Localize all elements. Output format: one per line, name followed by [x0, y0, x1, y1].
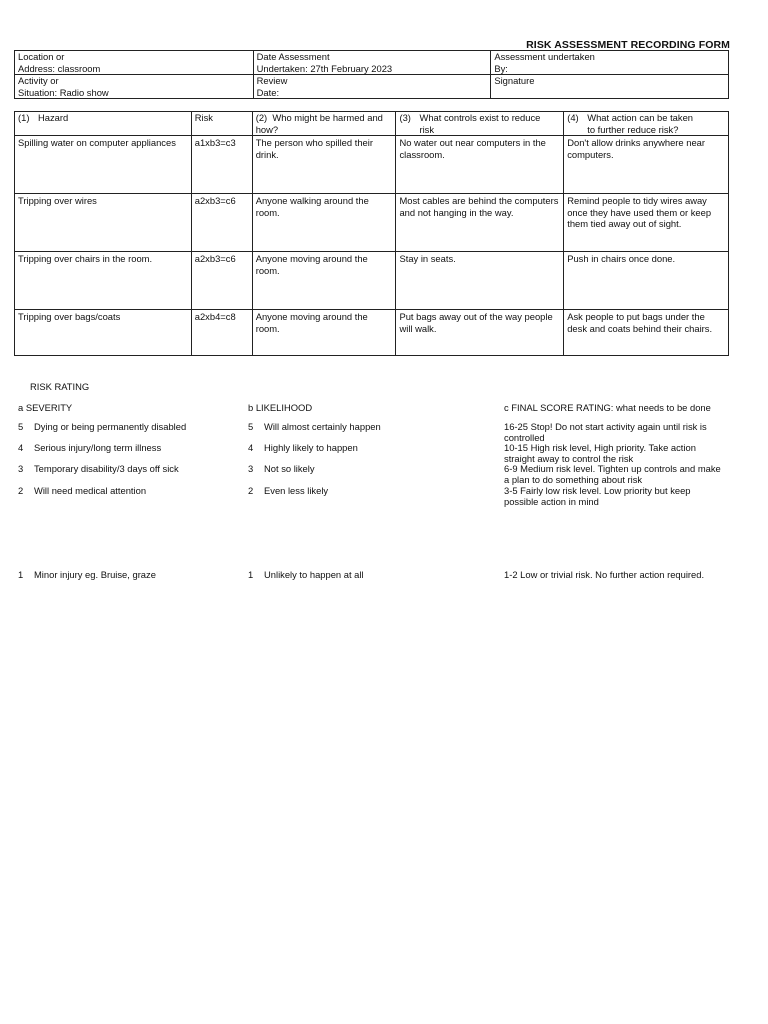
- who-cell: Anyone moving around the room.: [252, 252, 396, 310]
- controls-cell: Put bags away out of the way people will walk.: [396, 310, 564, 356]
- activity-cell: [15, 75, 254, 99]
- activity-value: Situation: Radio show: [18, 86, 109, 98]
- assessor-value: By:: [494, 62, 508, 74]
- date-assessment-cell: [253, 51, 491, 75]
- who-cell: Anyone moving around the room.: [252, 310, 396, 356]
- likelihood-item: [248, 486, 328, 497]
- likelihood-number: 4: [248, 442, 254, 453]
- signature-cell: [491, 75, 729, 99]
- likelihood-item: [248, 443, 358, 454]
- col-label: Who might be harmed and how?: [255, 112, 383, 135]
- likelihood-heading: b LIKELIHOOD: [248, 402, 313, 413]
- severity-text: Serious injury/long term illness: [34, 442, 162, 453]
- activity-label: Activity or: [18, 75, 59, 87]
- review-cell: [253, 75, 491, 99]
- hazard-cell: Tripping over chairs in the room.: [15, 252, 192, 310]
- risk-rating-heading: RISK RATING: [30, 381, 90, 392]
- severity-number: 2: [18, 485, 24, 496]
- likelihood-number: 1: [248, 569, 254, 580]
- severity-text: Temporary disability/3 days off sick: [34, 463, 179, 474]
- severity-item: [18, 422, 186, 433]
- hazard-row: [15, 194, 729, 252]
- severity-text: Minor injury eg. Bruise, graze: [34, 569, 156, 580]
- severity-number: 5: [18, 421, 24, 432]
- final-score-item: 16-25 Stop! Do not start activity again until risk is controlled: [504, 421, 707, 443]
- review-label: Review: [256, 75, 288, 87]
- severity-item: [18, 464, 179, 475]
- likelihood-number: 2: [248, 485, 254, 496]
- hazard-cell: Tripping over bags/coats: [15, 310, 192, 356]
- likelihood-text: Will almost certainly happen: [264, 421, 381, 432]
- hazard-row: [15, 252, 729, 310]
- col-number: (1): [18, 112, 30, 123]
- final-score-item: 1-2 Low or trivial risk. No further action required.: [504, 569, 705, 580]
- severity-text: Dying or being permanently disabled: [34, 421, 187, 432]
- action-cell: Ask people to put bags under the desk and coats behind their chairs.: [564, 310, 729, 356]
- hazard-table-header-row: [15, 112, 729, 136]
- col-number: (3): [399, 112, 411, 123]
- hazard-row: [15, 310, 729, 356]
- risk-cell: a1xb3=c3: [191, 136, 252, 194]
- controls-cell: No water out near computers in the classroom.: [396, 136, 564, 194]
- col-label: What controls exist to reduce: [419, 112, 541, 123]
- signature-label: Signature: [494, 75, 535, 87]
- header-table: [14, 50, 729, 99]
- severity-item: [18, 570, 156, 581]
- severity-number: 3: [18, 463, 24, 474]
- final-score-item: 3-5 Fairly low risk level. Low priority but keep possible action in mind: [504, 485, 691, 507]
- col-label-line2: to further reduce risk?: [587, 123, 679, 135]
- likelihood-number: 5: [248, 421, 254, 432]
- risk-cell: a2xb3=c6: [191, 194, 252, 252]
- location-value: Address: classroom: [18, 62, 101, 74]
- date-assessment-value: Undertaken: 27th February 2023: [256, 62, 393, 74]
- hazard-row: [15, 136, 729, 194]
- final-score-item: 10-15 High risk level, High priority. Take action straight away to control the risk: [504, 442, 696, 464]
- severity-item: [18, 486, 146, 497]
- likelihood-text: Highly likely to happen: [264, 442, 358, 453]
- date-assessment-label: Date Assessment: [256, 51, 330, 62]
- hazard-table: [14, 111, 729, 356]
- location-cell: [15, 51, 254, 75]
- form-title: RISK ASSESSMENT RECORDING FORM: [526, 39, 730, 51]
- severity-heading: a SEVERITY: [18, 402, 73, 413]
- controls-cell: Stay in seats.: [396, 252, 564, 310]
- assessor-label: Assessment undertaken: [494, 51, 595, 62]
- col-label-line2: risk: [419, 123, 435, 135]
- likelihood-item: [248, 422, 381, 433]
- likelihood-number: 3: [248, 463, 254, 474]
- severity-number: 4: [18, 442, 24, 453]
- location-label: Location or: [18, 51, 65, 62]
- col-label: Risk: [194, 112, 213, 123]
- col-label: What action can be taken: [587, 112, 694, 123]
- who-cell: The person who spilled their drink.: [252, 136, 396, 194]
- action-cell: Remind people to tidy wires away once they have used them or keep them tied away out of sight.: [564, 194, 729, 252]
- final-score-item: 6-9 Medium risk level. Tighten up controls and make a plan to do something about risk: [504, 463, 721, 485]
- final-score-heading: c FINAL SCORE RATING: what needs to be done: [504, 402, 711, 413]
- col-number: (2): [255, 112, 268, 123]
- likelihood-text: Not so likely: [264, 463, 315, 474]
- hazard-cell: Spilling water on computer appliances: [15, 136, 192, 194]
- col-header-risk: [191, 112, 252, 136]
- likelihood-text: Unlikely to happen at all: [264, 569, 364, 580]
- who-cell: Anyone walking around the room.: [252, 194, 396, 252]
- hazard-cell: Tripping over wires: [15, 194, 192, 252]
- header-row: [15, 75, 729, 99]
- likelihood-text: Even less likely: [264, 485, 329, 496]
- col-header-controls: [396, 112, 564, 136]
- col-label: Hazard: [38, 112, 69, 123]
- col-header-hazard: [15, 112, 192, 136]
- controls-cell: Most cables are behind the computers and not hanging in the way.: [396, 194, 564, 252]
- header-row: [15, 51, 729, 75]
- col-header-action: [564, 112, 729, 136]
- action-cell: Push in chairs once done.: [564, 252, 729, 310]
- severity-text: Will need medical attention: [34, 485, 147, 496]
- severity-number: 1: [18, 569, 24, 580]
- likelihood-item: [248, 570, 364, 581]
- assessor-cell: [491, 51, 729, 75]
- likelihood-item: [248, 464, 315, 475]
- col-header-who: [252, 112, 396, 136]
- col-number: (4): [567, 112, 579, 123]
- action-cell: Don't allow drinks anywhere near computers.: [564, 136, 729, 194]
- review-value: Date:: [256, 86, 280, 98]
- risk-cell: a2xb3=c6: [191, 252, 252, 310]
- risk-cell: a2xb4=c8: [191, 310, 252, 356]
- severity-item: [18, 443, 161, 454]
